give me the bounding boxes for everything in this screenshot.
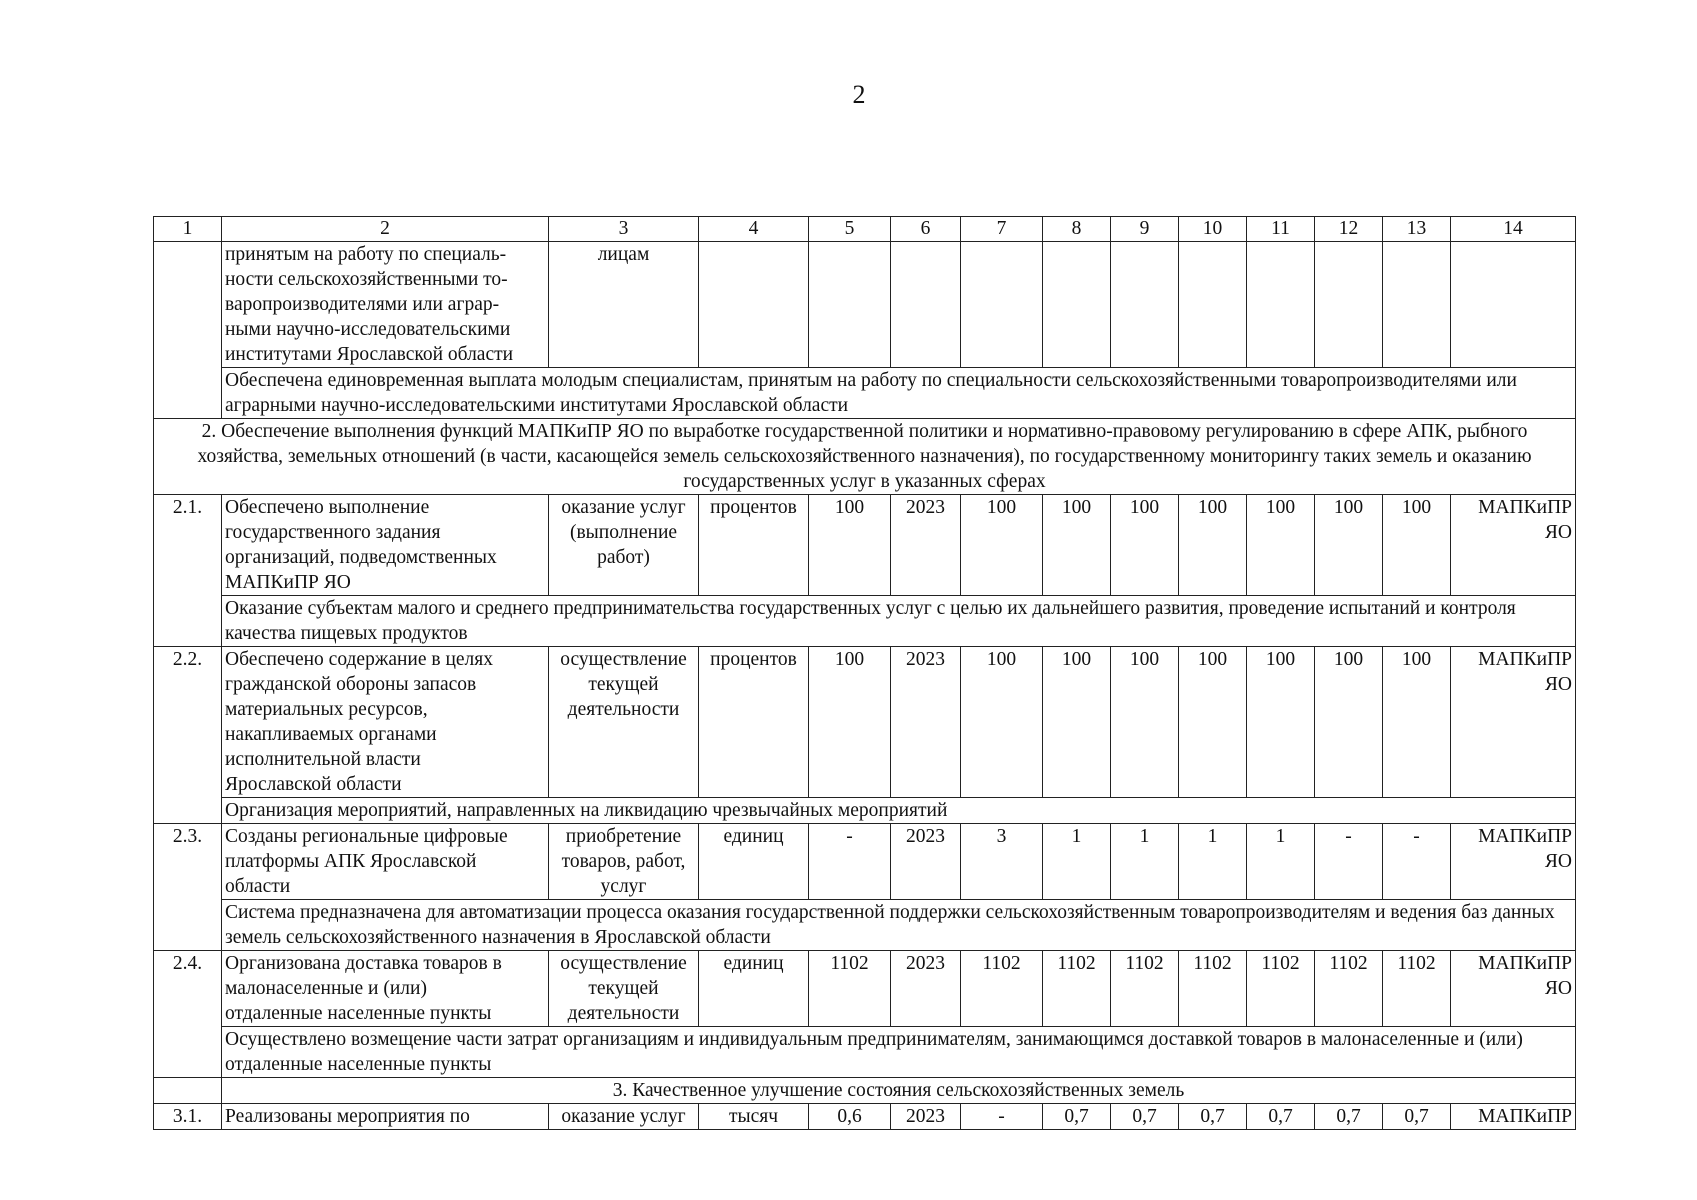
row-number-cell: 2.4. [154,951,222,1027]
value-cell: 0,7 [1179,1104,1247,1130]
indicator-name-cell: Реализованы мероприятия по [222,1104,549,1130]
note-row [154,900,1576,951]
value-cell: 100 [1111,647,1179,798]
indicator-name-cell: Созданы региональные цифровые платформы АПК Ярославской области [222,824,549,900]
empty-cell [1043,242,1111,368]
note-row [154,596,1576,647]
base-year-cell: 2023 [891,495,961,596]
note-cell: Осуществлено возмещение части затрат организациям и индивидуальным предпринимателям, занимающимся доставкой товаров в малонаселенные и (или) отдаленные населенные пункты [222,1027,1576,1078]
row-number-cell [154,242,222,368]
value-cell: 3 [961,824,1043,900]
column-number: 14 [1451,217,1576,242]
note-cell: Оказание субъектам малого и среднего предпринимательства государственных услуг с целью их дальнейшего развития, проведение испытаний и контроля качества пищевых продуктов [222,596,1576,647]
value-cell: 100 [1247,495,1315,596]
column-number: 9 [1111,217,1179,242]
empty-cell [891,242,961,368]
row-number-cell: 2.2. [154,647,222,798]
column-numbers-row [154,217,1576,242]
indicator-name-cell: Обеспечено содержание в целях гражданской обороны запасов материальных ресурсов, накапливаемых органами исполнительной власти Ярославской области [222,647,549,798]
value-cell: 1 [1247,824,1315,900]
column-number: 3 [549,217,699,242]
row-number-cell: 2.3. [154,824,222,900]
value-cell: 100 [961,495,1043,596]
empty-cell [809,242,891,368]
row-number-cell [154,596,222,647]
value-cell: 100 [1043,647,1111,798]
unit-cell: единиц [699,824,809,900]
value-cell: 1 [1111,824,1179,900]
type-cell: оказание услуг [549,1104,699,1130]
empty-cell [699,242,809,368]
value-cell: 100 [961,647,1043,798]
column-number: 10 [1179,217,1247,242]
row-number-cell [154,368,222,419]
value-cell: 100 [1315,495,1383,596]
note-cell: Система предназначена для автоматизации процесса оказания государственной поддержки сельскохозяйственным товаропроизводителям и ведения баз данных земель сельскохозяйственного назначения в Ярославской области [222,900,1576,951]
row-number-cell: 2.1. [154,495,222,596]
type-cell: осуществление текущей деятельности [549,951,699,1027]
row-number-cell [154,900,222,951]
value-cell: - [1315,824,1383,900]
empty-cell [1111,242,1179,368]
column-number: 4 [699,217,809,242]
value-cell: 0,7 [1043,1104,1111,1130]
section-title: 2. Обеспечение выполнения функций МАПКиПР ЯО по выработке государственной политики и нормативно-правовому регулированию в сфере АПК, рыбного хозяйства, земельных отношений (в части, касающейся земель сельскохозяйственного назначения), по государственному мониторингу таких земель и оказанию государственных услуг в указанных сферах [154,419,1576,495]
table-row [154,824,1576,900]
base-year-cell: 2023 [891,951,961,1027]
type-cell: лицам [549,242,699,368]
unit-cell: тысяч [699,1104,809,1130]
value-cell: 1102 [1179,951,1247,1027]
column-number: 13 [1383,217,1451,242]
row-number-cell [154,798,222,824]
empty-cell [1247,242,1315,368]
unit-cell: единиц [699,951,809,1027]
value-cell: 100 [1179,495,1247,596]
value-cell: - [961,1104,1043,1130]
base-year-cell: 2023 [891,824,961,900]
unit-cell: процентов [699,495,809,596]
base-value-cell: 0,6 [809,1104,891,1130]
table-row [154,242,1576,368]
note-cell: Обеспечена единовременная выплата молодым специалистам, принятым на работу по специальности сельскохозяйственными товаропроизводителями или аграрными научно-исследовательскими институтами Ярославской области [222,368,1576,419]
value-cell: 100 [1111,495,1179,596]
section-title-row [154,1078,1576,1104]
value-cell: 1102 [1043,951,1111,1027]
empty-cell [961,242,1043,368]
note-row [154,798,1576,824]
note-row [154,1027,1576,1078]
value-cell: 100 [1179,647,1247,798]
value-cell: 1102 [1111,951,1179,1027]
page-number: 2 [852,80,866,109]
type-cell: оказание услуг (выполнение работ) [549,495,699,596]
column-number: 8 [1043,217,1111,242]
value-cell: 0,7 [1315,1104,1383,1130]
column-number: 7 [961,217,1043,242]
row-number-cell [154,1027,222,1078]
value-cell: 1102 [1383,951,1451,1027]
table-row [154,495,1576,596]
indicator-name-cell: Обеспечено выполнение государственного задания организаций, подведомственных МАПКиПР ЯО [222,495,549,596]
indicator-name-cell: Организована доставка товаров в малонаселенные и (или) отдаленные населенные пункты [222,951,549,1027]
indicators-table [153,216,1576,1130]
base-value-cell: - [809,824,891,900]
section-title: 3. Качественное улучшение состояния сельскохозяйственных земель [222,1078,1576,1104]
type-cell: осуществление текущей деятельности [549,647,699,798]
column-number: 11 [1247,217,1315,242]
empty-cell [154,1078,222,1104]
section-title-row [154,419,1576,495]
unit-cell: процентов [699,647,809,798]
table-row [154,951,1576,1027]
value-cell: 0,7 [1247,1104,1315,1130]
value-cell: 100 [1315,647,1383,798]
value-cell: - [1383,824,1451,900]
empty-cell [1383,242,1451,368]
base-year-cell: 2023 [891,1104,961,1130]
value-cell: 1 [1179,824,1247,900]
responsible-cell: МАПКиПР ЯО [1451,824,1576,900]
empty-cell [1451,242,1576,368]
value-cell: 1102 [961,951,1043,1027]
type-cell: приобретение товаров, работ, услуг [549,824,699,900]
column-number: 5 [809,217,891,242]
value-cell: 1 [1043,824,1111,900]
value-cell: 0,7 [1383,1104,1451,1130]
base-value-cell: 100 [809,495,891,596]
value-cell: 1102 [1247,951,1315,1027]
responsible-cell: МАПКиПР ЯО [1451,951,1576,1027]
column-number: 1 [154,217,222,242]
value-cell: 100 [1247,647,1315,798]
responsible-cell: МАПКиПР ЯО [1451,495,1576,596]
note-cell: Организация мероприятий, направленных на ликвидацию чрезвычайных мероприятий [222,798,1576,824]
table-row [154,1104,1576,1130]
base-value-cell: 1102 [809,951,891,1027]
empty-cell [1315,242,1383,368]
indicator-name-cell: принятым на работу по специаль- ности сельскохозяйственными то- варопроизводителями или аграр- ными научно-исследовательскими институтами Ярославской области [222,242,549,368]
value-cell: 1102 [1315,951,1383,1027]
column-number: 12 [1315,217,1383,242]
responsible-cell: МАПКиПР ЯО [1451,647,1576,798]
base-year-cell: 2023 [891,647,961,798]
base-value-cell: 100 [809,647,891,798]
value-cell: 100 [1043,495,1111,596]
row-number-cell: 3.1. [154,1104,222,1130]
column-number: 2 [222,217,549,242]
note-row [154,368,1576,419]
value-cell: 0,7 [1111,1104,1179,1130]
empty-cell [1179,242,1247,368]
value-cell: 100 [1383,647,1451,798]
value-cell: 100 [1383,495,1451,596]
table-row [154,647,1576,798]
column-number: 6 [891,217,961,242]
responsible-cell: МАПКиПР [1451,1104,1576,1130]
